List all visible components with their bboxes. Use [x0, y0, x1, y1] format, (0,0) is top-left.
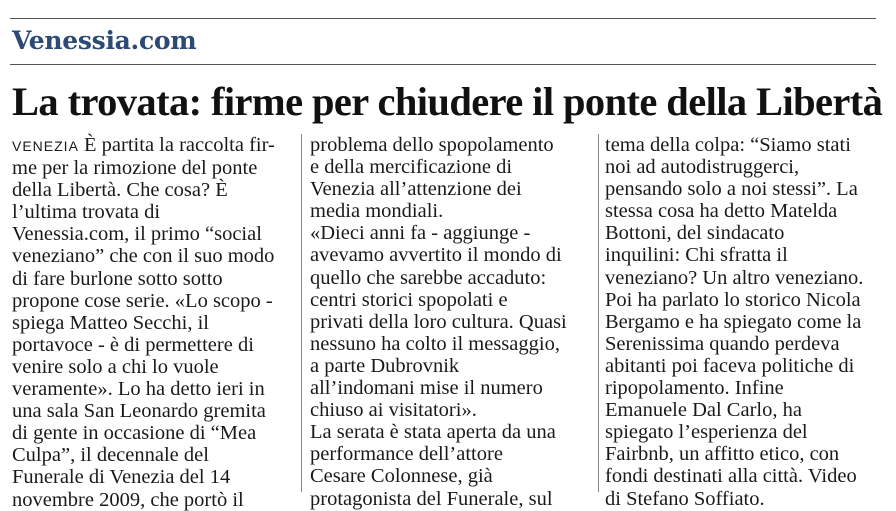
column-line: all’indomani mise il numero	[310, 377, 543, 400]
column-line: chiuso ai visitatori».	[310, 399, 477, 422]
column-line: tema della colpa: “Siamo stati	[605, 134, 851, 156]
column-line: spiega Matteo Secchi, il	[12, 311, 209, 334]
column-line: Funerale di Venezia del 14	[12, 466, 231, 489]
column-line: abitanti poi faceva politiche di	[605, 354, 855, 377]
column-line: veramente». Lo ha detto ieri in	[12, 378, 265, 401]
column-line: a parte Dubrovnik	[310, 354, 460, 377]
column-line: Culpa”, il decennale del	[12, 444, 209, 467]
column-line: nessuno ha colto il messaggio,	[310, 332, 560, 355]
column-line: problema dello spopolamento	[310, 134, 554, 156]
column-line: una sala San Leonardo gremita	[12, 400, 266, 423]
column-line: venire solo a chi lo vuole	[12, 355, 219, 378]
column-line: «Dieci anni fa - aggiunge -	[310, 222, 531, 245]
section-label: Venessia.com	[12, 26, 197, 55]
column-divider	[598, 134, 599, 492]
column-divider	[301, 134, 302, 492]
column-line: Venezia all’attenzione dei	[310, 178, 522, 201]
article-column-2	[310, 134, 596, 510]
column-line: inquilini: Chi sfratta il	[605, 244, 788, 267]
column-line: Serenissima quando perdeva	[605, 332, 840, 355]
column-line: Fairbnb, un affitto etico, con	[605, 443, 840, 466]
column-line: spiegato l’esperienza del	[605, 421, 808, 444]
column-line: veneziano” che con il suo modo	[12, 245, 275, 268]
headline: La trovata: firme per chiudere il ponte della Libertà	[12, 79, 883, 124]
column-line: della Libertà. Che cosa? È	[12, 179, 228, 202]
column-line: portavoce - è di permettere di	[12, 333, 254, 356]
column-line: privati della loro cultura. Quasi	[310, 310, 567, 333]
column-line: stessa cosa ha detto Matelda	[605, 200, 838, 223]
column-line: Emanuele Dal Carlo, ha	[605, 399, 802, 422]
column-line: avevamo avvertito il mondo di	[310, 244, 562, 267]
dateline: VENEZIA	[12, 138, 79, 154]
article-column-1	[12, 134, 294, 511]
column-line: centri storici spopolati e	[310, 288, 508, 311]
column-line: quello che sarebbe accaduto:	[310, 266, 547, 289]
column-line: Venessia.com, il primo “social	[12, 223, 262, 246]
article-column-3	[605, 134, 883, 510]
column-line: fondi destinati alla città. Video	[605, 465, 857, 488]
column-line: di gente in occasione di “Mea	[12, 422, 257, 445]
column-line: Bergamo e ha spiegato come la	[605, 310, 862, 333]
column-line: Poi ha parlato lo storico Nicola	[605, 288, 861, 311]
column-line: La serata è stata aperta da una	[310, 421, 556, 444]
column-line: di fare burlone sotto sotto	[12, 267, 223, 290]
column-line: novembre 2009, che portò il	[12, 488, 244, 511]
column-line: l’ultima trovata di	[12, 201, 161, 224]
section-rule	[10, 64, 876, 65]
column-line: e della mercificazione di	[310, 156, 513, 179]
column-line: pensando solo a noi stessi”. La	[605, 178, 858, 201]
column-line: Bottoni, del sindacato	[605, 222, 785, 245]
column-line: VENEZIA È partita la raccolta fir-	[12, 134, 275, 156]
column-line: noi ad autodistruggerci,	[605, 156, 800, 179]
column-line: ripopolamento. Infine	[605, 377, 784, 400]
column-line: propone cose serie. «Lo scopo -	[12, 289, 273, 312]
column-line: veneziano? Un altro veneziano.	[605, 266, 864, 289]
column-line: Cesare Colonnese, già	[310, 465, 493, 488]
column-line: protagonista del Funerale, sul	[310, 487, 553, 510]
column-line: performance dell’attore	[310, 443, 503, 466]
top-rule	[10, 18, 876, 19]
column-line: di Stefano Soffiato.	[605, 487, 765, 510]
column-line: me per la rimozione del ponte	[12, 157, 258, 180]
column-line: media mondiali.	[310, 200, 444, 223]
